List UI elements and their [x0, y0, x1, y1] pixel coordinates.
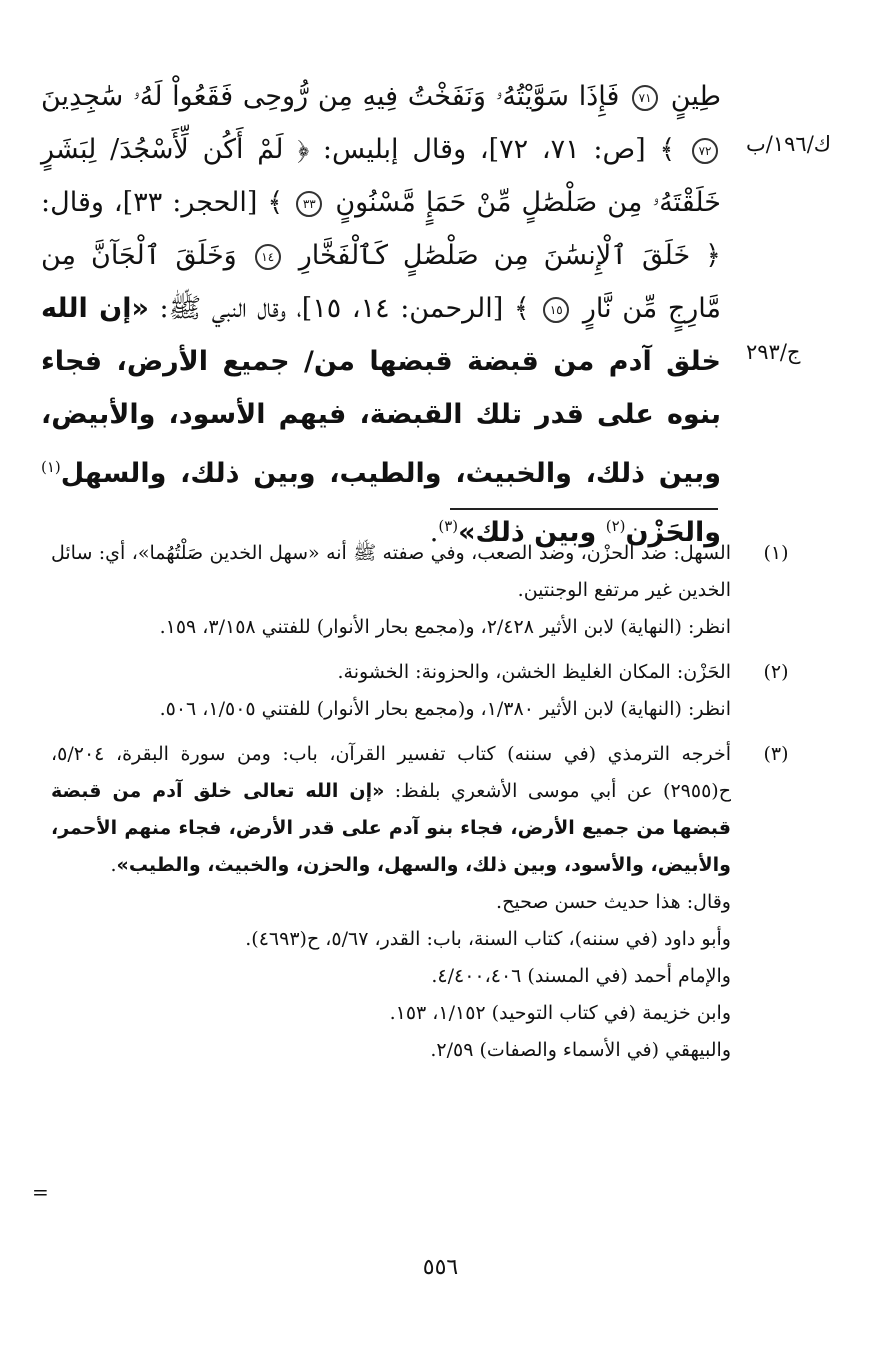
main-text	[41, 70, 721, 559]
footnote-line: والبيهقي (في الأسماء والصفات) ٢/٥٩.	[430, 1039, 731, 1061]
footnote-number: (٢)	[763, 661, 789, 683]
footnote-line: وقال: هذا حديث حسن صحيح.	[496, 891, 731, 913]
margin-manuscript-ref-2: ج/٢٩٣	[746, 340, 801, 364]
continuation-mark: =	[32, 1180, 49, 1204]
text-run: .	[429, 517, 439, 548]
footnote-text: .	[110, 854, 117, 876]
footnote-ref-1: (١)	[41, 458, 61, 476]
margin-manuscript-ref-1: ك/١٩٦/ب	[746, 132, 832, 156]
footnote-ref-3: (٣)	[438, 517, 459, 535]
ayah-number-marker: ٧٢	[692, 138, 718, 164]
quran-verse: طِينٍ	[661, 81, 721, 112]
hadith-text: وبين ذلك»	[458, 517, 606, 548]
footnote-2	[51, 654, 789, 728]
text-run: ﴾ [ص: ٧١، ٧٢]، وقال إبليس: ﴿ لَمْ أَكُن لِّأَسْجُدَ/ لِبَشَرٍ خَلَقْتَهُۥ مِن صَلْصَٰلٍ مِّنْ حَمَإٍ مَّسْنُونٍ	[41, 134, 721, 218]
footnote-line: انظر: (النهاية) لابن الأثير ٢/٤٢٨، و(مجمع بحار الأنوار) للفتني ٣/١٥٨، ١٥٩.	[159, 616, 731, 638]
footnote-3	[51, 736, 789, 1069]
footnote-1	[51, 535, 789, 646]
hadith-text: والحَزْن	[625, 517, 721, 548]
footnote-ref-2: (٢)	[605, 517, 626, 535]
page-number: ٥٥٦	[422, 1255, 459, 1280]
footnote-line: والإمام أحمد (في المسند) ٤/٤٠٠،٤٠٦.	[431, 965, 731, 987]
footnote-hadith-quote: «إن الله تعالى خلق آدم من قبضة قبضها من جميع الأرض، فجاء بنو آدم على قدر الأرض، فجاء منهم الأحمر، والأبيض، والأسود، وبين ذلك، والسهل، والحزن، والخبيث، والطيب»	[51, 780, 731, 876]
footnote-line: الحَزْن: المكان الغليظ الخشن، والحزونة: الخشونة.	[337, 661, 731, 683]
footnote-line	[51, 736, 731, 884]
footnote-line: انظر: (النهاية) لابن الأثير ١/٣٨٠، و(مجمع بحار الأنوار) للفتني ١/٥٠٥، ٥٠٦.	[159, 698, 731, 720]
footnote-line: السهل: ضد الحزْن، وضد الصعب، وفي صفته ﷺ أنه «سهل الخدين صَلْتُهُما»، أي: سائل الخدين غير مرتفع الوجنتين.	[51, 542, 731, 601]
hadith-text: «إن الله خلق آدم من قبضة قبضها من/ جميع الأرض، فجاء بنوه على قدر تلك القبضة، فيهم الأسود، والأبيض، وبين ذلك، والخبيث، والطيب، وبين ذلك، والسهل	[41, 293, 721, 489]
ayah-number-marker: ٧١	[632, 85, 658, 111]
footnote-line: وأبو داود (في سننه)، كتاب السنة، باب: القدر، ٥/٦٧، ح(٤٦٩٣).	[245, 928, 731, 950]
main-paragraph	[41, 70, 721, 559]
ayah-number-marker: ١٤	[255, 244, 281, 270]
text-run: ﴾ [الحجر: ٣٣]، وقال: ﴿ خَلَقَ ٱلْإِنسَٰنَ مِن صَلْصَٰلٍ كَٱلْفَخَّارِ	[41, 187, 721, 271]
footnote-number: (١)	[763, 542, 789, 564]
footnote-separator	[450, 508, 718, 510]
ayah-number-marker: ١٥	[543, 297, 569, 323]
ayah-number-marker: ٣٣	[296, 191, 322, 217]
footnotes	[51, 535, 789, 1077]
footnote-text: أخرجه الترمذي (في سننه) كتاب تفسير القرآن، باب: ومن سورة البقرة، ٥/٢٠٤، ح(٢٩٥٥) عن أبي موسى الأشعري بلفظ:	[51, 743, 731, 802]
footnote-number: (٣)	[763, 743, 789, 765]
quran-verse: وَخَلَقَ ٱلْجَآنَّ مِن مَّارِجٍ مِّن نَّارٍ	[41, 240, 721, 324]
footnote-line: وابن خزيمة (في كتاب التوحيد) ١/١٥٢، ١٥٣.	[389, 1002, 731, 1024]
text-run: ﴾ [الرحمن: ١٤، ١٥]، وقال النبي ﷺ:	[148, 293, 541, 324]
quran-verse: فَإِذَا سَوَّيْتُهُۥ وَنَفَخْتُ فِيهِ مِن رُّوحِى فَقَعُواْ لَهُۥ سَٰجِدِينَ	[41, 81, 630, 112]
